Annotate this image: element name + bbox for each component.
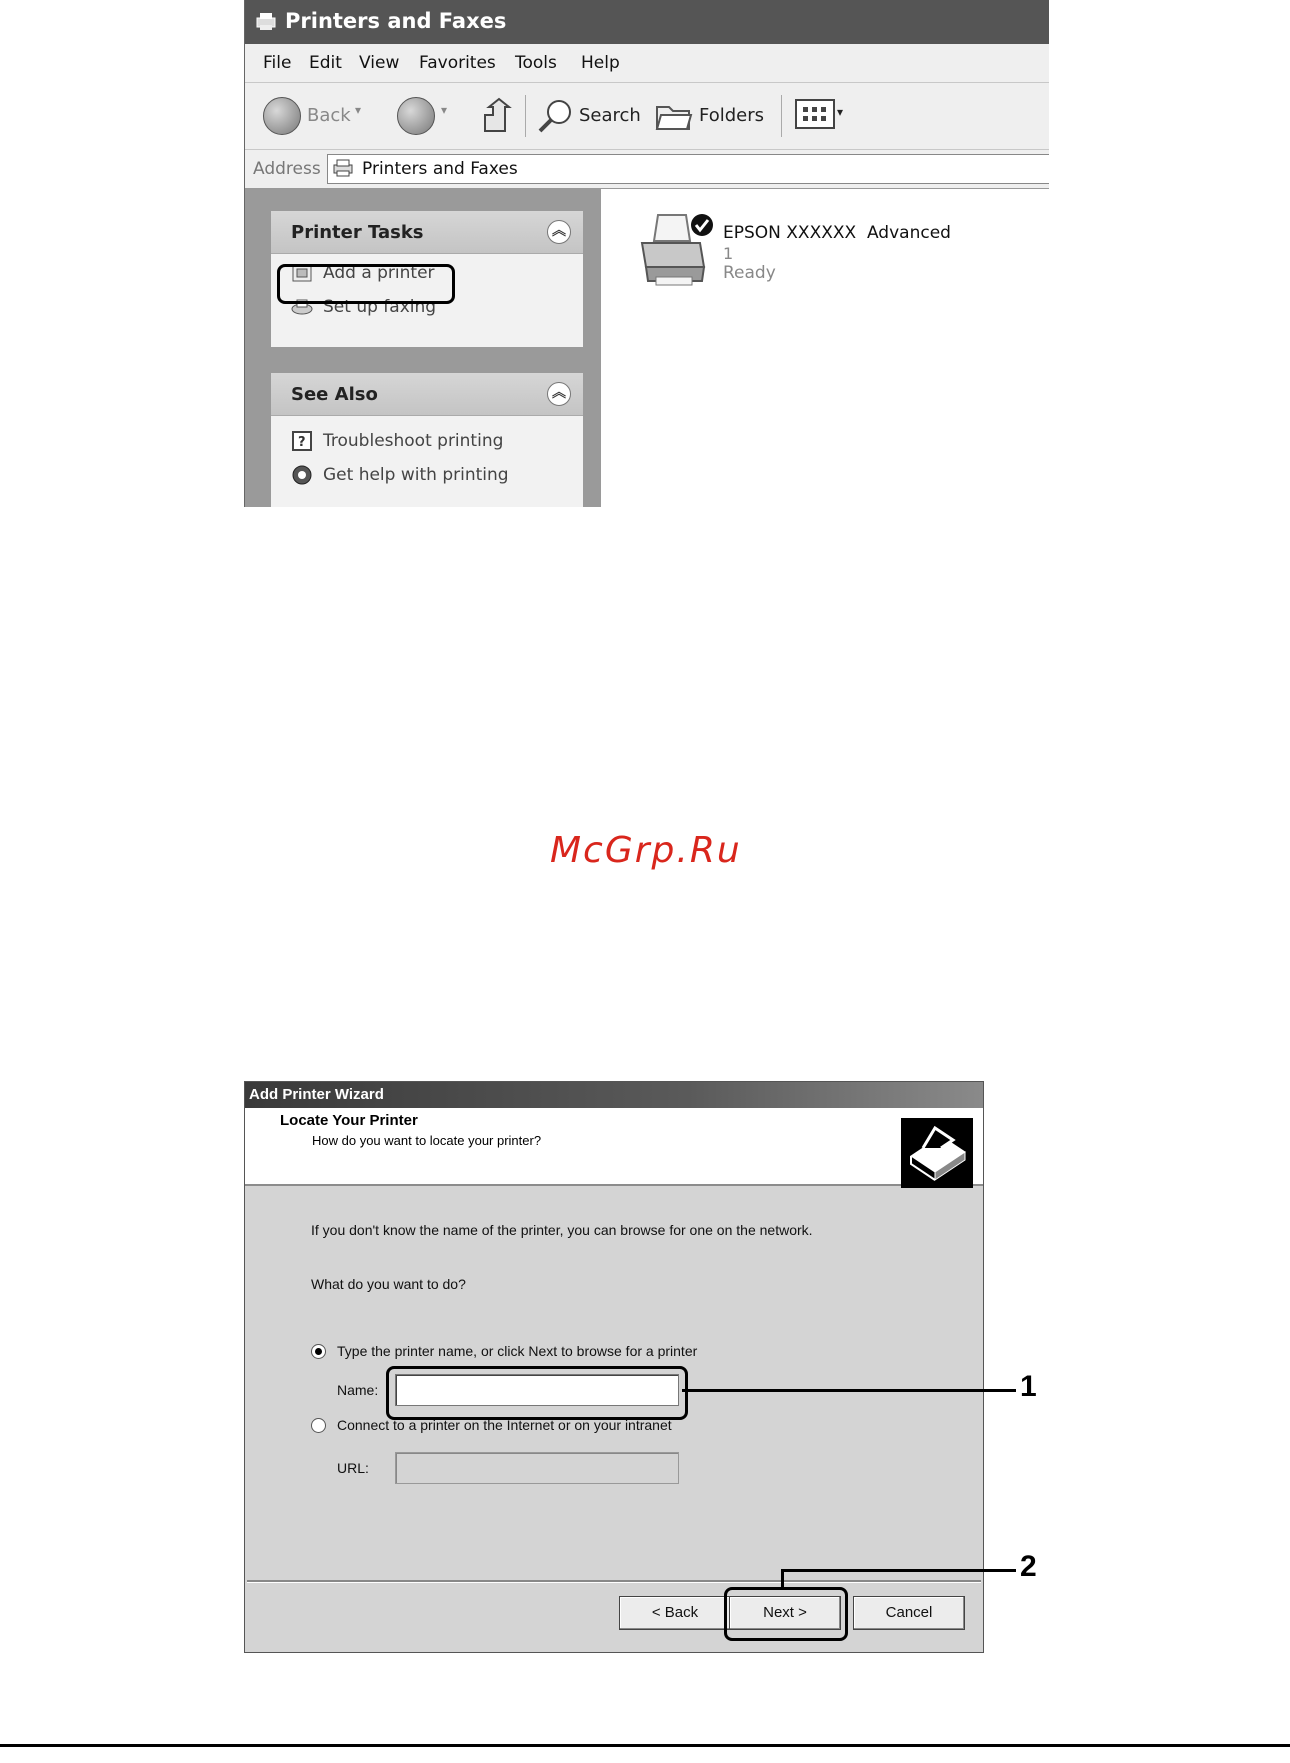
address-label: Address <box>253 159 321 179</box>
callout-line-1 <box>682 1389 1016 1392</box>
wizard-subheading: How do you want to locate your printer? <box>312 1133 542 1148</box>
task-pane <box>245 189 601 507</box>
search-icon <box>537 97 575 135</box>
wizard-heading: Locate Your Printer <box>280 1112 418 1129</box>
see-also-header[interactable] <box>271 373 583 416</box>
views-dropdown-icon: ▾ <box>837 105 844 119</box>
name-label: Name: <box>337 1382 379 1398</box>
window-titlebar <box>245 0 1049 44</box>
printer-wizard-icon <box>901 1118 973 1188</box>
back-button[interactable]: < Back <box>619 1596 731 1630</box>
next-button-highlight <box>724 1587 848 1641</box>
address-field[interactable] <box>327 154 1049 184</box>
next-button[interactable]: Next > <box>729 1596 841 1630</box>
printer-list <box>602 189 1049 507</box>
url-label: URL: <box>337 1460 369 1476</box>
back-arrow-icon <box>263 97 301 135</box>
printer-tasks-header[interactable] <box>271 211 583 254</box>
get-help-printing-link[interactable] <box>291 465 509 485</box>
search-label: Search <box>579 105 641 126</box>
views-button[interactable] <box>795 99 855 133</box>
wizard-header <box>245 1108 983 1186</box>
see-also-title: See Also <box>291 384 378 405</box>
wizard-title: Add Printer Wizard <box>249 1086 384 1103</box>
printer-status: Ready <box>723 263 776 283</box>
views-grid-icon <box>795 99 835 129</box>
troubleshoot-printing-label: Troubleshoot printing <box>323 431 504 451</box>
toolbar <box>245 83 1049 150</box>
get-help-printing-label: Get help with printing <box>323 465 509 485</box>
printer-name: EPSON XXXXXX Advanced <box>723 223 951 243</box>
menu-bar <box>245 44 1049 83</box>
wizard-separator <box>247 1580 981 1583</box>
url-input <box>395 1452 679 1484</box>
wizard-titlebar <box>245 1082 983 1108</box>
help-globe-icon <box>291 465 313 485</box>
forward-arrow-icon <box>397 97 435 135</box>
menu-favorites[interactable]: Favorites <box>419 53 496 73</box>
menu-edit[interactable]: Edit <box>309 53 342 73</box>
menu-tools[interactable]: Tools <box>515 53 557 73</box>
window-title: Printers and Faxes <box>285 9 507 33</box>
name-field-highlight <box>386 1366 688 1420</box>
menu-view[interactable]: View <box>359 53 400 73</box>
type-name-radio[interactable] <box>311 1344 326 1359</box>
wizard-question-text: What do you want to do? <box>311 1276 466 1292</box>
collapse-icon[interactable]: ︽ <box>547 220 571 244</box>
callout-line-2-horizontal <box>781 1569 1016 1572</box>
connect-url-radio[interactable] <box>311 1418 326 1433</box>
wizard-intro-text: If you don't know the name of the printer, you can browse for one on the network. <box>311 1222 813 1238</box>
troubleshoot-printing-link[interactable] <box>291 431 503 451</box>
menu-help[interactable]: Help <box>581 53 620 73</box>
add-printer-highlight <box>277 264 455 304</box>
page-bottom-rule <box>0 1744 1290 1747</box>
search-button[interactable] <box>537 95 647 135</box>
back-label: Back <box>307 105 351 126</box>
set-up-faxing-label: Set up faxing <box>323 297 437 317</box>
printer-item[interactable] <box>638 211 958 301</box>
printer-tasks-title: Printer Tasks <box>291 222 424 243</box>
menu-file[interactable]: File <box>263 53 292 73</box>
printers-folder-icon <box>332 158 356 178</box>
cancel-button[interactable]: Cancel <box>853 1596 965 1630</box>
add-printer-label: Add a printer <box>323 263 435 283</box>
type-name-option-label[interactable]: Type the printer name, or click Next to browse for a printer <box>337 1343 698 1359</box>
svg-text:?: ? <box>298 435 306 450</box>
folders-label: Folders <box>699 105 765 126</box>
callout-number-2: 2 <box>1020 1550 1037 1583</box>
printer-document-count: 1 <box>723 244 734 263</box>
folders-button[interactable] <box>655 95 775 135</box>
folders-icon <box>655 99 693 133</box>
up-folder-icon[interactable] <box>479 97 513 135</box>
forward-dropdown-icon[interactable]: ▾ <box>441 103 448 117</box>
address-value: Printers and Faxes <box>362 159 518 179</box>
printers-folder-icon <box>255 10 277 32</box>
toolbar-separator <box>781 95 782 137</box>
help-question-icon <box>291 431 313 451</box>
address-bar <box>245 150 1049 189</box>
see-also-panel <box>271 373 583 507</box>
watermark: McGrp.Ru <box>550 830 742 871</box>
collapse-icon[interactable]: ︽ <box>547 382 571 406</box>
toolbar-separator <box>525 95 526 137</box>
callout-number-1: 1 <box>1020 1370 1037 1403</box>
printers-and-faxes-window <box>244 0 1049 507</box>
connect-url-option-label[interactable]: Connect to a printer on the Internet or on your intranet <box>337 1417 672 1433</box>
back-dropdown-icon[interactable]: ▾ <box>355 103 362 117</box>
default-printer-check-icon <box>690 213 714 237</box>
callout-line-2-vertical <box>781 1570 784 1588</box>
